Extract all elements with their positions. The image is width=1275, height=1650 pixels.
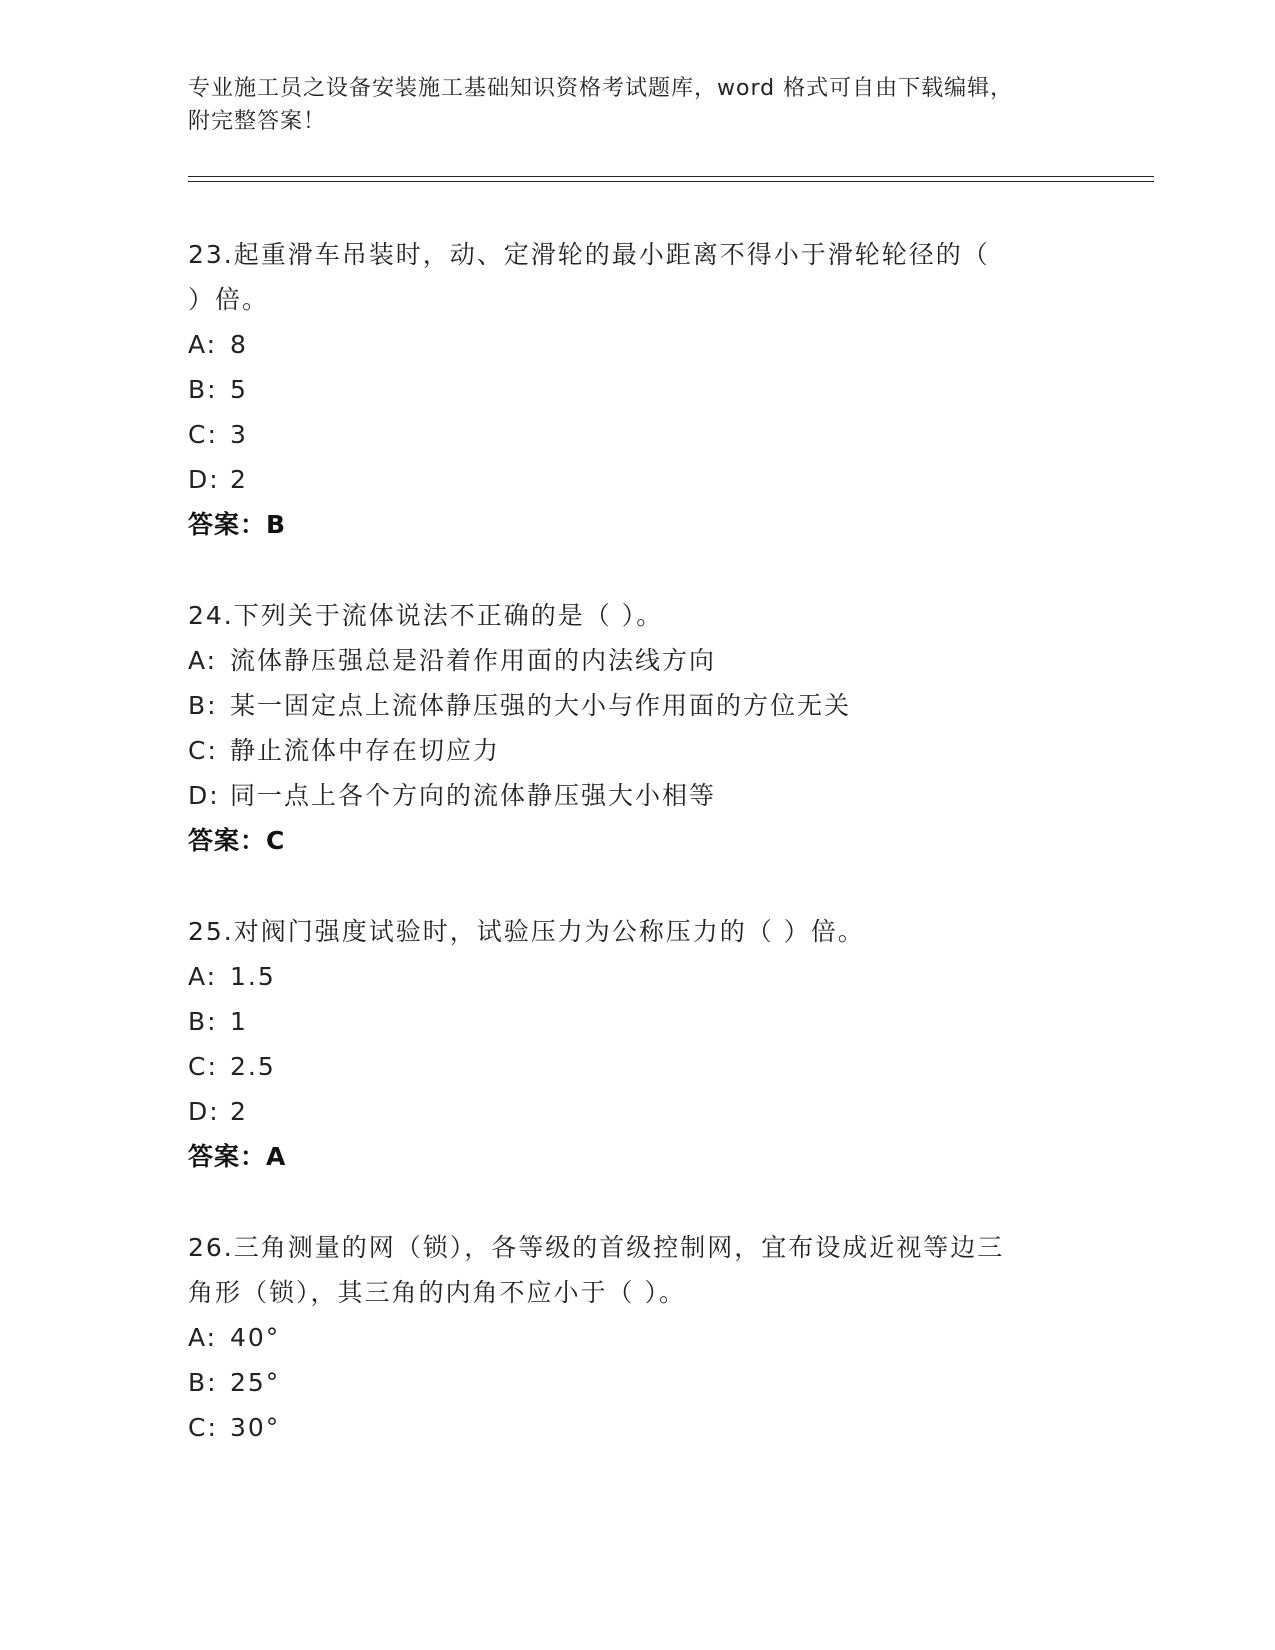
option-b: B: 某一固定点上流体静压强的大小与作用面的方位无关: [188, 691, 852, 720]
answer: 答案：A: [188, 1142, 287, 1171]
option-b: B: 5: [188, 375, 248, 404]
option-d: D: 同一点上各个方向的流体静压强大小相等: [188, 781, 717, 810]
option-c: C: 30°: [188, 1413, 281, 1442]
header-divider-bottom: [188, 181, 1154, 182]
question-23: [188, 232, 1088, 547]
option-c: C: 3: [188, 420, 248, 449]
answer: 答案：C: [188, 826, 286, 855]
option-a: A: 1.5: [188, 962, 276, 991]
question-text-line-2: 角形（锁），其三角的内角不应小于（ ）。: [188, 1278, 686, 1307]
option-a: A: 8: [188, 330, 248, 359]
option-c: C: 静止流体中存在切应力: [188, 736, 501, 765]
option-d: D: 2: [188, 465, 248, 494]
question-24: [188, 593, 1088, 863]
question-25: [188, 909, 1088, 1179]
option-b: B: 25°: [188, 1368, 281, 1397]
question-text-line-1: 25.对阀门强度试验时，试验压力为公称压力的（ ）倍。: [188, 917, 865, 946]
option-d: D: 2: [188, 1097, 248, 1126]
question-text-line-1: 26.三角测量的网（锁），各等级的首级控制网，宜布设成近视等边三: [188, 1233, 1005, 1262]
option-b: B: 1: [188, 1007, 248, 1036]
header-divider-top: [188, 176, 1154, 177]
option-c: C: 2.5: [188, 1052, 276, 1081]
option-a: A: 流体静压强总是沿着作用面的内法线方向: [188, 646, 717, 675]
question-26: [188, 1225, 1088, 1450]
option-a: A: 40°: [188, 1323, 281, 1352]
answer: 答案：B: [188, 510, 287, 539]
question-text-line-1: 23.起重滑车吊装时，动、定滑轮的最小距离不得小于滑轮轮径的（: [188, 240, 990, 269]
header-line-1: 专业施工员之设备安装施工基础知识资格考试题库，word 格式可自由下载编辑，: [188, 76, 1014, 101]
question-text-line-2: ）倍。: [188, 285, 270, 314]
header-line-2: 附完整答案！: [188, 109, 327, 134]
document-header: [188, 72, 1088, 138]
question-text-line-1: 24.下列关于流体说法不正确的是（ ）。: [188, 601, 664, 630]
